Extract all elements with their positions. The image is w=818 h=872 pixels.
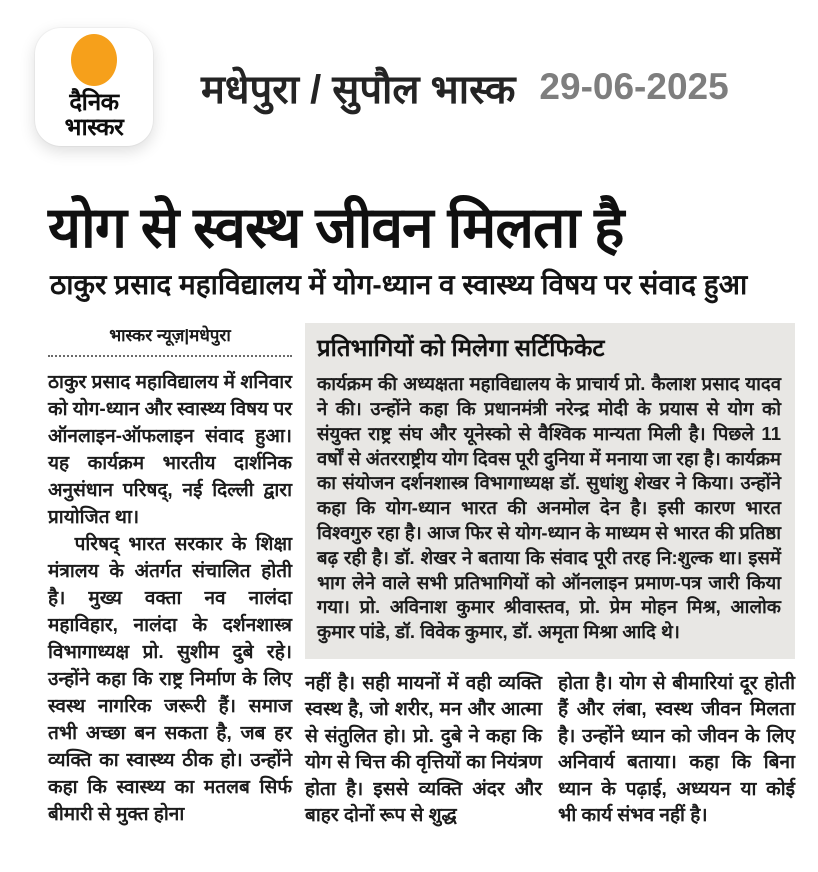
logo-line1: दैनिक: [69, 89, 119, 116]
article-body: [48, 323, 795, 830]
certificate-box-heading: प्रतिभागियों को मिलेगा सर्टिफिकेट: [317, 335, 605, 363]
logo-wordmark: [65, 90, 124, 140]
edition-title: मधेपुरा / सुपौल भास्क: [201, 67, 516, 112]
logo-line2: भास्कर: [64, 114, 124, 141]
bottom-columns: [305, 671, 795, 830]
left-column: [48, 323, 292, 828]
certificate-box-body: कार्यक्रम की अध्यक्षता महाविद्यालय के प्राचार्य प्रो. कैलाश प्रसाद यादव ने की। उन्होंने कहा कि प्रधानमंत्री नरेन्द्र मोदी के प्रयास से योग को संयुक्त राष्ट्र संघ और यूनेस्को से वैश्विक मान्यता मिली है। पिछले 11 वर्षों से अंतरराष्ट्रीय योग दिवस पूरी दुनिया में मनाया जा रहा है। कार्यक्रम का संयोजन दर्शनशास्त्र विभागाध्यक्ष डॉ. सुधांशु शेखर ने किया। उन्होंने कहा कि योग-ध्यान भारत की अनमोल देन है। इसी कारण भारत विश्वगुरु रहा है। आज फिर से योग-ध्यान के माध्यम से भारत की प्रतिष्ठा बढ़ रही है। डॉ. शेखर ने बताया कि संवाद पूरी तरह नि:शुल्क था। इसमें भाग लेने वाले सभी प्रतिभागियों को ऑनलाइन प्रमाण-पत्र जारी किया गया। प्रो. अविनाश कुमार श्रीवास्तव, प्रो. प्रेम मोहन मिश्र, आलोक कुमार पांडे, डॉ. विवेक कुमार, डॉ. अमृता मिश्रा आदि थे।: [317, 373, 781, 643]
subheadline: ठाकुर प्रसाद महाविद्यालय में योग-ध्यान व स्वास्थ्य विषय पर संवाद हुआ: [50, 268, 748, 300]
left-column-paragraph-2: परिषद् भारत सरकार के शिक्षा मंत्रालय के अंतर्गत संचालित होती है। मुख्य वक्ता नव नालंदा महाविहार, नालंदा के दर्शनशास्त्र विभागाध्यक्ष प्रो. सुशीम दुबे रहे। उन्होंने कहा कि राष्ट्र निर्माण के लिए स्वस्थ नागरिक जरूरी हैं। समाज तभी अच्छा बन सकता है, जब हर व्यक्ति का स्वास्थ्य ठीक हो। उन्होंने कहा कि स्वास्थ्य का मतलब सिर्फ बीमारी से मुक्त होना: [48, 534, 292, 826]
bottom-right-column: होता है। योग से बीमारियां दूर होती हैं और लंबा, स्वस्थ जीवन मिलता है। उन्होंने ध्यान को जीवन के लिए अनिवार्य बताया। कहा कि बिना ध्यान के पढ़ाई, अध्ययन या कोई भी कार्य संभव नहीं है।: [558, 672, 795, 827]
headline: योग से स्वस्थ जीवन मिलता है: [48, 196, 624, 260]
byline: भास्कर न्यूज़|मधेपुरा: [48, 323, 292, 357]
right-area: [305, 323, 795, 830]
sun-icon: [71, 34, 117, 86]
dainik-bhaskar-logo: [35, 28, 153, 146]
left-column-paragraph-1: ठाकुर प्रसाद महाविद्यालय में शनिवार को योग-ध्यान और स्वास्थ्य विषय पर ऑनलाइन-ऑफलाइन संवाद हुआ। यह कार्यक्रम भारतीय दार्शनिक अनुसंधान परिषद्, नई दिल्ली द्वारा प्रायोजित था।: [48, 372, 293, 529]
publication-date: 29-06-2025: [539, 66, 729, 107]
masthead: [35, 26, 798, 148]
bottom-middle-column: नहीं है। सही मायनों में वही व्यक्ति स्वस्थ है, जो शरीर, मन और आत्मा से संतुलित हो। प्रो. दुबे ने कहा कि योग से चित्त की वृत्तियों का नियंत्रण होता है। इससे व्यक्ति अंदर और बाहर दोनों रूप से शुद्ध: [305, 672, 542, 827]
certificate-box: [305, 323, 795, 659]
article: [48, 196, 795, 830]
